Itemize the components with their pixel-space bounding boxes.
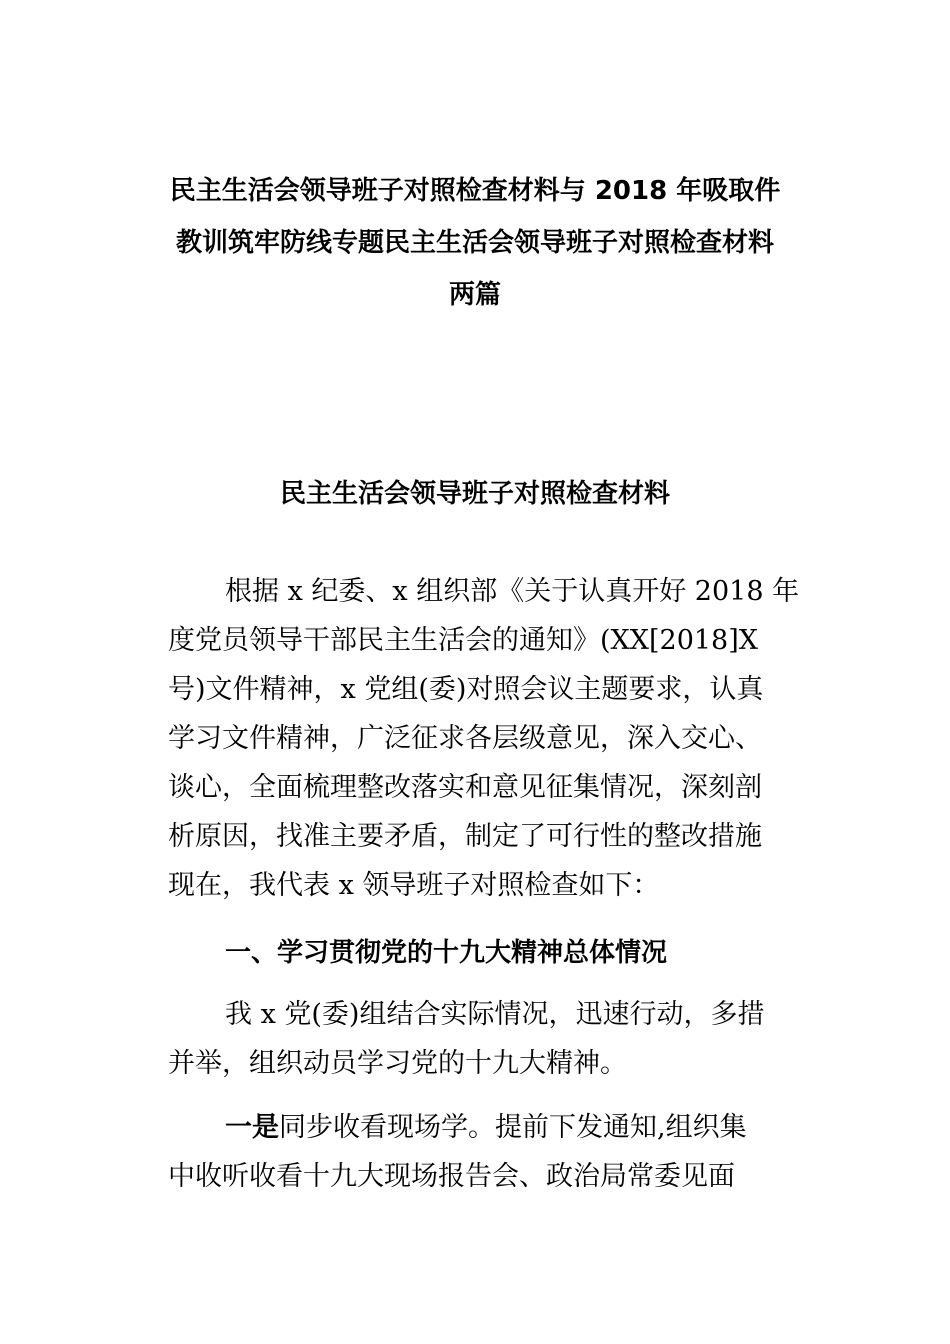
paragraph-line: 现在，我代表 x 领导班子对照检查如下：	[168, 870, 660, 901]
title-line-2: 教训筑牢防线专题民主生活会领导班子对照检查材料	[175, 228, 774, 258]
section-title: 民主生活会领导班子对照检查材料	[279, 479, 670, 509]
paragraph-line: 号)文件精神，x 党组(委)对照会议主题要求，认真	[168, 674, 764, 705]
paragraph-line: 我 x 党(委)组结合实际情况，迅速行动，多措	[225, 999, 765, 1030]
paragraph-line: 谈心，全面梳理整改落实和意见征集情况，深刻剖	[168, 772, 762, 803]
paragraph-line: 学习文件精神，广泛征求各层级意见，深入交心、	[168, 723, 762, 754]
paragraph-line: 并举，组织动员学习党的十九大精神。	[168, 1048, 627, 1079]
document-title	[120, 165, 830, 321]
title-line-1: 民主生活会领导班子对照检查材料与 2018 年吸取件	[169, 176, 781, 206]
intro-paragraph	[168, 567, 800, 910]
paragraph-line: 根据 x 纪委、x 组织部《关于认真开好 2018 年	[225, 576, 800, 607]
paragraph-line: 中收听收看十九大现场报告会、政治局常委见面	[168, 1161, 735, 1192]
bold-lead: 一是	[225, 1112, 279, 1143]
paragraph-line: 析原因，找准主要矛盾，制定了可行性的整改措施	[168, 821, 762, 852]
paragraph-2	[168, 990, 788, 1088]
paragraph-3	[168, 1103, 788, 1201]
paragraph-line	[168, 1103, 788, 1152]
heading-1-block	[168, 929, 788, 978]
paragraph-line-rest: 同步收看现场学。提前下发通知,组织集	[279, 1112, 747, 1143]
paragraph-line: 度党员领导干部民主生活会的通知》(XX[2018]X	[168, 625, 758, 656]
heading-1: 一、学习贯彻党的十九大精神总体情况	[225, 938, 668, 968]
title-line-3: 两篇	[448, 280, 501, 310]
